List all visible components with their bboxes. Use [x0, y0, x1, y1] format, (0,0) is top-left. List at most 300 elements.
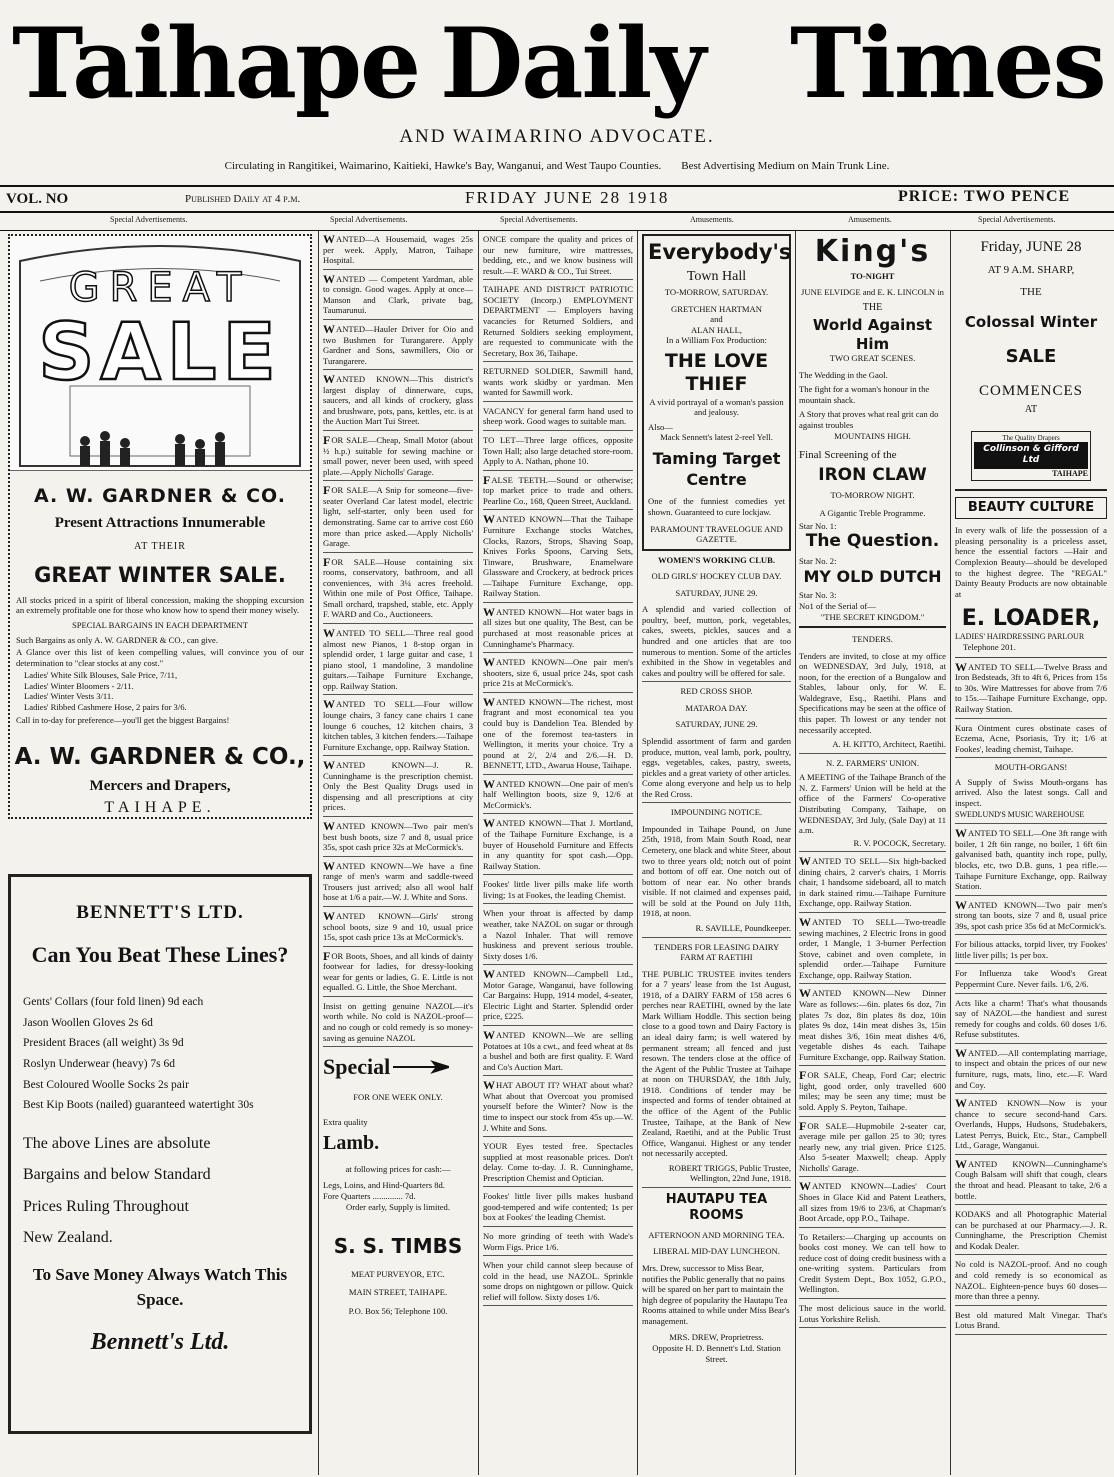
mountains-high: MOUNTAINS HIGH.	[834, 430, 911, 441]
mack-sennett: Mack Sennett's latest 2-reel Yell.	[660, 432, 773, 443]
classified-ad	[799, 856, 946, 913]
masthead-subtitle: AND WAIMARINO ADVOCATE.	[399, 126, 715, 147]
mouth-organs-advert	[955, 762, 1107, 824]
absolute-line: New Zealand.	[23, 1228, 113, 1246]
ad-text: TAIHAPE AND DISTRICT PATRIOTIC SOCIETY (Incorp.) EMPLOYMENT DEPARTMENT — Employers having vacancies for Returned Soldiers, and Returned Soldiers seeking employment, are requested to communicate with the Secretary, Box 36, Taihape.	[483, 284, 633, 358]
drop-cap: W	[955, 1045, 967, 1060]
paramount: PARAMOUNT TRAVELOGUE AND GAZETTE.	[650, 523, 783, 545]
friday-june-28: Friday, JUNE 28	[980, 239, 1082, 255]
mouth-organs-text: A Supply of Swiss Mouth-organs has arrived. Also the latest songs. Call and inspect.	[955, 776, 1107, 808]
red-cross-heading: RED CROSS SHOP.	[680, 686, 753, 697]
ad-text: ONCE compare the quality and prices of our new furniture, wire mattresses, bedding, etc., and we know business will result.—F. WARD & CO., Tui Street.	[483, 234, 633, 276]
drop-cap: W	[483, 776, 495, 791]
bennetts-heading: BENNETT'S LTD.	[76, 902, 244, 923]
drop-cap: W	[323, 819, 335, 833]
swedlund: SWEDLUND'S MUSIC WAREHOUSE	[955, 810, 1085, 820]
line-item: Jason Woollen Gloves 2s 6d	[23, 1016, 153, 1029]
ad-text: OR SALE, Cheap, Ford Car; electric light, good order, only travelled 600 miles; may be seen any time; must be sold. Apply S. Peyton, Taihape.	[799, 1070, 946, 1112]
my-old-dutch: MY OLD DUTCH	[803, 566, 942, 586]
ad-text: ANTED KNOWN—One pair men's shooters, size 6, usual price 24s, spot cash price 21s at McCormick's.	[483, 657, 633, 689]
column-3	[483, 234, 633, 1474]
ad-text: ANTED KNOWN—The richest, most fragrant and most economical tea you could buy is Dandelion Tea. Blended by one of the foremost tea-tasters in Wellington, it merits your choice. Try a pound at 2/, 2/4 and 2/6.—H. D. BENNETT, LTD., Awarua House, Taihape.	[483, 696, 633, 771]
beauty-text: In every walk of life the possession of a pleasing personality is a priceless asset, hence the essential factors —Hair and Complexion Beauty—should be developed to the highest degree. The "REGAL" Dainty Beauty Products are now obtainable at	[955, 525, 1107, 599]
impounding-heading: IMPOUNDING NOTICE.	[670, 807, 763, 818]
classified-ad	[955, 897, 1107, 936]
ad-text: HAT ABOUT IT? WHAT about what? What about that Overcoat you promised yourself before the Winter? Now is the time to inspect our stock from 45s up.—W. J. White and Sons.	[483, 1080, 633, 1133]
save-money: To Save Money Always Watch This Space.	[32, 1264, 288, 1309]
tomorrow-saturday: TO-MORROW, SATURDAY.	[664, 287, 769, 298]
classified-ad	[483, 435, 633, 471]
june-elvidge: JUNE ELVIDGE and E. K. LINCOLN in	[801, 287, 944, 298]
drop-cap: W	[799, 915, 811, 929]
drop-cap: W	[955, 1156, 967, 1171]
column-6	[955, 234, 1107, 1474]
classified-ad	[483, 604, 633, 653]
absolute-line: Bargains and below Standard	[23, 1166, 211, 1184]
drew-text: Mrs. Drew, successor to Miss Bear, notifies the Public generally that no pains will be spared on her part to maintain the high degree of popularity the Hautapu Tea Rooms attained to while under Miss Bear's management.	[642, 1263, 790, 1326]
column-1	[8, 234, 312, 1474]
spacer	[8, 819, 312, 874]
drop-cap: W	[955, 1096, 967, 1111]
final-screening: Final Screening of the	[799, 449, 897, 462]
masthead-word-taihape: Taihape	[12, 7, 420, 120]
drop-cap: W	[799, 854, 811, 869]
collinson-name: Collinson & Gifford Ltd	[974, 442, 1088, 468]
town-hall: Town Hall	[686, 268, 747, 284]
drop-cap: W	[323, 626, 335, 640]
ad-text: ANTED TO SELL—One 3ft range with boiler, 1 2ft 6in range, no boiler, 1 6ft 6in galvanised bath, quantity inch rope, pully, blocks, etc, two D.B. guns, 1 pea rifle.—Taihape Furniture Exchange, opp. Railway Station.	[955, 828, 1107, 892]
published-daily: Published Daily at 4 p.m.	[185, 193, 301, 205]
drop-cap: W	[323, 372, 335, 387]
ad-text: OR Boots, Shoes, and all kinds of dainty footwear for ladies, for dressy-looking wear for gents or ladies, G. E. Little is not equalled. G. Little, the Shoe Merchant.	[323, 950, 473, 993]
ad-text: Acts like a charm! That's what thousands say of NAZOL—the handiest and surest remedy for coughs and colds. 60 doses 1/6. Refuse substitutes.	[955, 997, 1107, 1040]
ad-text: ANTED KNOWN—Two pair men's best bush boots, size 7 and 8, usual price 35s, spot cash price 32s at McCormick's.	[323, 821, 473, 853]
sale-illustration	[10, 236, 310, 471]
section-head-rule	[0, 230, 1114, 231]
dairy-farm-tender	[642, 942, 791, 1188]
drop-cap: W	[955, 897, 967, 912]
ad-text: OR SALE—House containing six rooms, conservatory, bathroom, and all conveniences, with 3¼ acres freehold. Within one mile of Post Office, Taihape. Small orchard, trapshed, stable, etc. Apply F. WARD and Co., Auctioneers.	[323, 556, 473, 620]
ad-text: ANTED KNOWN—Campbell Ltd., Motor Garage, Wanganui, have following Car Bargains: Hupp, 1914 model, 4-seater, Electric Light and Starter. Splendid order price, £225.	[483, 969, 633, 1022]
drop-cap: F	[483, 472, 491, 487]
drop-cap: W	[323, 697, 335, 712]
ad-text: No more grinding of teeth with Wade's Worm Figs. Price 1/6.	[483, 1231, 633, 1252]
splendid-text: A splendid and varied collection of poultry, beef, mutton, pork, vegetables, cakes, sweets, pickles, sauces and a hundred and one articles that are too numerous to mention. Some of the articles exhibited in the Show in vegetables and cakes and poultry will be offered for sale.	[642, 604, 791, 678]
lamb-heading: Lamb.	[323, 1132, 380, 1155]
line-item: President Braces (all weight) 3s 9d	[23, 1037, 184, 1050]
wedding-gaol: The Wedding in the Gaol.	[799, 369, 888, 380]
impounding-text: Impounded in Taihape Pound, on June 25th, 1918, from Main South Road, near Cemetery, one black and white Steer, about two to three years old; notch out of point and bottom of off ear. One notch out of bottom of near ear. No other brands visible. If not claimed and expenses paid, will be sold at the Pound on July 11th, 1918, at noon.	[642, 823, 791, 919]
ad-text: ANTED KNOWN—J. R. Cunninghame is the prescription chemist. Only the Best Quality Drugs used in dispensing and all prescriptions at city prices.	[323, 760, 473, 813]
drop-cap: W	[483, 1078, 495, 1093]
sale-items	[24, 670, 304, 712]
po-box: P.O. Box 56; Telephone 100.	[348, 1305, 448, 1316]
classified-ad	[483, 776, 633, 815]
classified-ad	[955, 1209, 1107, 1255]
vivid-text: A vivid portrayal of a woman's passion and jealousy.	[649, 396, 784, 418]
section-head: Amusements.	[848, 215, 892, 224]
kings-title: King's	[814, 234, 931, 269]
ad-text: Fookes' little liver pills makes husband good-tempered and wife contented; 1s per box at Fookes' the leading Chemist.	[483, 1191, 633, 1223]
classified-ad	[483, 366, 633, 402]
column-divider	[318, 231, 319, 1475]
nzfu-heading: N. Z. FARMERS' UNION.	[825, 757, 920, 768]
ad-text: ANTED KNOWN—Hot water bags in all sizes but one quality, The Best, can be purchased at most reasonable prices at Cunninghame's Pharmacy.	[483, 606, 633, 649]
colossal-winter: Colossal Winter	[964, 313, 1098, 332]
absolute-bargains	[23, 1128, 297, 1253]
classified-ad	[955, 1045, 1107, 1094]
drop-cap: W	[483, 816, 495, 831]
ad-text: ANTED KNOWN—We are selling Potatoes at 10s a cwt., and feed wheat at 8s a bushel and both are first quality. F. Ward and Co's Auction Mart.	[483, 1030, 633, 1072]
ad-text: ANTED KNOWN—We have a fine range of men's warm and saddle-tweed Trousers just arrived; also all wool half hose at 1/6 a pair.—W. J. White and Sons.	[323, 860, 473, 903]
kings-advert	[799, 234, 946, 628]
masthead-word-daily: Daily	[440, 7, 705, 120]
two-great-scenes: TWO GREAT SCENES.	[829, 353, 916, 364]
classified-ad	[799, 917, 946, 984]
section-head: Special Advertisements.	[978, 215, 1056, 224]
tonight: TO-NIGHT	[850, 270, 895, 281]
alan-hall: ALAN HALL,	[690, 324, 743, 335]
classified-ad	[323, 948, 473, 997]
absolute-line: The above Lines are absolute	[23, 1135, 211, 1153]
sale-word: SALE	[1005, 345, 1057, 367]
drop-cap: W	[799, 986, 811, 1001]
order-early: Order early, Supply is limited.	[346, 1201, 450, 1212]
drop-cap: W	[323, 858, 335, 873]
star-3: Star No. 3:	[799, 590, 837, 601]
farmers-union-notice	[799, 758, 946, 853]
great-winter-sale: GREAT WINTER SALE.	[34, 563, 286, 588]
fore-price: Fore Quarters .............. 7d.	[323, 1191, 416, 1202]
drop-cap: W	[483, 1028, 495, 1042]
drop-cap: W	[323, 908, 335, 923]
beauty-culture-advert	[955, 497, 1107, 652]
timbs-advert	[323, 1053, 473, 1316]
drop-cap: W	[483, 967, 495, 982]
classified-ad	[323, 699, 473, 756]
opposite-bennetts: Opposite H. D. Bennett's Ltd. Station Street.	[652, 1342, 781, 1364]
ad-text: ANTED KNOWN—One pair of men's half Wellington boots, size 9, 12/6 at McCormick's.	[483, 778, 633, 810]
ad-text: ANTED KNOWN—Cunninghame's Cough Balsam will shift that cough, clears the throat and head. Pleasant to take, 2/6 a bottle.	[955, 1158, 1107, 1201]
sale-intro: All stocks priced in a spirit of liberal concession, making the shopping excursion an extremely profitable one for those who know how to spend their money wisely.	[16, 594, 304, 616]
volume-line	[0, 187, 1114, 211]
classified-ad	[799, 1303, 946, 1328]
ad-text: ANTED — Competent Yardman, able to consign. Good wages. Apply at once—Manson and Clark, private bag, Taumarunui.	[323, 273, 473, 316]
tenders-lease-heading: TENDERS FOR LEASING DAIRY FARM AT RAETIHI	[653, 941, 780, 963]
classified-ad	[323, 628, 473, 695]
ad-text: ANTED KNOWN—This district's largest display of dinnerware, cups, saucers, and all kinds of crockery, glass and brushware, pots, pans, kettles, etc. is at the Auction Mart Tui Street.	[323, 374, 473, 427]
iron-claw: IRON CLAW	[818, 464, 927, 485]
ad-text: OR SALE—Hupmobile 2-seater car, average mile per gallon 25 to 30; tyres nearly new, any trial given. Price £125. Also 5-seater Maxwell; cheap. Apply Nicholls' Garage.	[799, 1120, 946, 1173]
drew-proprietress: MRS. DREW, Proprietress.	[669, 1332, 764, 1343]
drop-cap: W	[323, 271, 335, 286]
ad-text: RETURNED SOLDIER, Sawmill hand, wants work skidby or yardman. Men wanted for Sawmill work.	[483, 366, 633, 398]
kitto: A. H. KITTO, Architect, Raetihi.	[832, 739, 946, 750]
afternoon-tea: AFTERNOON AND MORNING TEA.	[648, 1229, 785, 1240]
legs-price: Legs, Loins, and Hind-Quarters 8d.	[323, 1180, 445, 1191]
tenders-heading: TENDERS.	[852, 634, 893, 645]
section-head: Special Advertisements.	[500, 215, 578, 224]
classified-ad	[483, 514, 633, 603]
arrow-icon	[393, 1060, 449, 1074]
cash-prices: at following prices for cash:—	[345, 1163, 451, 1174]
ad-text: When your throat is affected by damp weather, take NAZOL on sugar or through a Nazol Inhaler. That will remove huskiness and prevent serious trouble. Sixty doses 1/6.	[483, 908, 633, 961]
glance-line: A Glance over this list of keen compelling values, will convince you of our determination to "clear stocks at any cost."	[16, 647, 304, 668]
at-word: AT	[1024, 404, 1038, 416]
drop-cap: F	[323, 948, 331, 963]
ad-text: ANTED TO SELL—Twelve Brass and Iron Bedsteads, 3ft to 4ft 6, Prices from 15s to 30s. Wire Mattresses for above from 7/6 to 15s.—Taihape Furniture Exchange, opp. Railway Station.	[955, 661, 1107, 714]
classified-ad	[483, 472, 633, 511]
ad-text: ANTED—Hauler Driver for Oio and two Bushmen for Turangarere. Apply Gardner and Sons, sawmillers, Oio or Turangarere.	[323, 323, 473, 366]
ad-text: YOUR Eyes tested free. Spectacles supplied at most reasonable prices. Don't delay. Come to-day. J. R. Cunninghame, Prescription Chemist and Optician.	[483, 1141, 633, 1183]
classified-ad	[323, 271, 473, 320]
section-heads	[0, 213, 1114, 231]
classified-ad	[955, 1098, 1107, 1155]
classified-ad	[483, 1260, 633, 1306]
impounding-notice	[642, 807, 791, 937]
mercers-drapers: Mercers and Drapers,	[89, 778, 231, 795]
drop-cap: W	[483, 604, 495, 619]
issue-price: PRICE: TWO PENCE	[898, 188, 1071, 205]
drop-cap: W	[483, 512, 495, 527]
ad-text: ANTED KNOWN—That the Taihape Furniture Exchange stocks Watches, Clocks, Razors, Strops, Shaving Soap, Knives Forks Spoons, Carving Sets, Tinware, Brushware, Enamelware Glassware and Crockery, at bedrock prices—Taihape Furniture Exchange, opp. Railway Station.	[483, 514, 633, 599]
drop-cap: W	[955, 826, 967, 841]
drop-cap: W	[955, 659, 967, 674]
real-grit: A Story that proves what real grit can do against troubles	[799, 409, 939, 430]
ad-text: VACANCY for general farm hand used to sheep work. Good wages to suitable man.	[483, 405, 633, 427]
special-bargains: SPECIAL BARGAINS IN EACH DEPARTMENT	[72, 620, 248, 631]
sale-item: Ladies' Ribbed Cashmere Hose, 2 pairs for 3/6.	[24, 701, 187, 712]
timbs-name: S. S. TIMBS	[333, 1234, 463, 1259]
fox-production: In a William Fox Production:	[666, 335, 767, 346]
telephone-201: Telephone 201.	[963, 642, 1016, 653]
liberal-luncheon: LIBERAL MID-DAY LUNCHEON.	[653, 1246, 780, 1257]
gardner-taihape: TAIHAPE.	[104, 798, 216, 816]
mataroa: MATAROA DAY.	[685, 702, 748, 713]
drop-cap: W	[323, 234, 335, 246]
classified-ad	[955, 968, 1107, 993]
ad-text: To Retailers:—Charging up accounts on books cost money. We can tell how to reduce cost of doing credit business with a one-writing system. Particulars from Credit System Dept., Box 1052, G.P.O., Wellington.	[799, 1231, 946, 1295]
classified-ad	[323, 374, 473, 431]
classified-ad	[483, 234, 633, 280]
column-divider	[795, 231, 796, 1475]
medium-text: Best Advertising Medium on Main Trunk Line.	[681, 160, 890, 172]
wwc-heading: WOMEN'S WORKING CLUB.	[657, 554, 776, 565]
tenders-text: Tenders are invited, to close at my office on WEDNESDAY, 3rd July, 1918, at noon, for the erection of a Bungalow and Stables, labour only, for W. E. Waldegrave, Esq., Raetihi. Plans and Specifications may be seen at the office of this paper. Th lowest or any tender not necessarily accepted.	[799, 650, 946, 735]
ad-text: Kura Ointment cures obstinate cases of Eczema, Acne, Psoriasis, Try it; 1/6 at Fookes', leading chemist, Taihape.	[955, 722, 1107, 754]
at-9am: AT 9 A.M. SHARP,	[987, 264, 1075, 277]
classified-ad	[799, 988, 946, 1066]
classified-ad	[323, 485, 473, 552]
ad-text: ANTED KNOWN—Girls' strong school boots, size 9 and 10, usual price 15s, spot cash price 13s at McCormick's.	[323, 910, 473, 943]
can-you-beat: Can You Beat These Lines?	[31, 942, 289, 968]
tomorrow-night: TO-MORROW NIGHT.	[830, 489, 915, 500]
secret-kingdom: "THE SECRET KINGDOM."	[820, 611, 925, 622]
ad-text: ANTED TO SELL—Four willow lounge chairs, 3 fancy cane chairs 1 cane lounge 6 couches, 12 kitchen chairs, 3 kitchen tables, 3 kitchen fenders.—Taihape Furniture Exchange, opp. Railway Station.	[323, 699, 473, 752]
classified-ad	[483, 1030, 633, 1076]
ad-text: ANTED KNOWN—Two pair men's strong tan boots, size 7 and 8, usual price 39s, spot cash price 35s 6d at McCormick's.	[955, 899, 1107, 931]
ad-text: ANTED.—All contemplating marriage, to inspect and obtain the prices of our new furniture, rugs, mats, lino, etc.—F. Ward and Coy.	[955, 1047, 1107, 1090]
ad-text: No cold is NAZOL-proof. And no cough and cold remedy is so economical as NAZOL. Eighteen-pence buys 60 doses—more than three a penny.	[955, 1259, 1107, 1302]
everybodys-advert	[642, 234, 791, 551]
ad-text: OR SALE—Cheap, Small Motor (about ½ h.p.) suitable for sewing machine or small power, never been used, with speed plate.—Apply Nicholls' Garage.	[323, 435, 473, 477]
classified-ad	[323, 760, 473, 817]
ad-text: Insist on getting genuine NAZOL—it's worth while. No cold is NAZOL-proof—and no cough or cold remedy is so money-saving as genuine NAZOL	[323, 1000, 473, 1043]
nzfu-text: A MEETING of the Taihape Branch of the N. Z. Farmers' Union will be held at the office of the Farmers' Co-operative Distributing Company, Taihape, on WEDNESDAY, 3rd July, (Sale Day) at 11 a.m.	[799, 772, 946, 836]
classified-ad	[323, 908, 473, 947]
line-item: Best Coloured Woolle Socks 2s pair	[23, 1078, 189, 1091]
classified-ad	[323, 858, 473, 907]
collinson-logo	[971, 431, 1091, 482]
classified-ad	[483, 284, 633, 362]
ad-text: Fookes' little liver pills make life worth living; 1s at Fookes, the leading Chemist.	[483, 879, 633, 900]
classified-ad	[483, 969, 633, 1026]
masthead-circulation	[0, 160, 1114, 172]
ad-text: When your child cannot sleep because of cold in the head, use NAZOL. Sprinkle some drops on nightgown or pillow. Quick relief will follow. Sixty doses 1/6.	[483, 1260, 633, 1302]
the-text: THE	[862, 302, 883, 314]
bennetts-signature: Bennett's Ltd.	[90, 1329, 230, 1356]
pocock: R. V. POCOCK, Secretary.	[853, 837, 946, 848]
sale-item: Ladies' White Silk Blouses, Sale Price, 7/11,	[24, 670, 178, 681]
classified-ad	[323, 435, 473, 481]
ad-text: ANTED—A Housemaid, wages 25s per week. Apply, Matron, Taihape Hospital.	[323, 234, 473, 266]
classified-ad	[799, 1070, 946, 1116]
old-girls: OLD GIRLS' HOCKEY CLUB DAY.	[651, 571, 782, 582]
main-street: MAIN STREET, TAIHAPE.	[348, 1287, 448, 1298]
classified-ad	[955, 998, 1107, 1044]
classified-list	[323, 234, 473, 1047]
ad-text: KODAKS and all Photographic Material can be purchased at our Pharmacy.—J. R. Cunninghame, the Prescription Chemist and Kodak Dealer.	[955, 1209, 1107, 1251]
classified-ad	[323, 554, 473, 624]
bargains-line: Such Bargains as only A. W. GARDNER & CO., can give.	[16, 634, 219, 645]
mouth-organs-heading: MOUTH-ORGANS!	[994, 762, 1068, 773]
gardner-heading: A. W. GARDNER & CO.	[33, 485, 287, 507]
ad-text: TO LET—Three large offices, opposite Town Hall; also large detached store-room. Apply to A. Nathan, phone 10.	[483, 435, 633, 467]
hautapu-tea-rooms	[642, 1192, 791, 1364]
classified-ad	[483, 1080, 633, 1137]
sale-item: Ladies' Winter Bloomers - 2/11.	[24, 680, 134, 691]
volume-number: VOL. NO	[6, 191, 69, 207]
splendid-text-2: Splendid assortment of farm and garden produce, mutton, veal lamb, pork, poultry, eggs, vegetables, cakes, pastry, sweets, pickles and a great variety of other articles. Come along everyone and help us to help the Red Cross.	[642, 735, 791, 799]
section-head: Amusements.	[690, 215, 734, 224]
drop-cap: W	[483, 694, 495, 709]
classified-ad	[799, 1181, 946, 1227]
classified-ad	[483, 1231, 633, 1256]
classified-ad	[483, 694, 633, 775]
gardner-sale-advert	[8, 234, 312, 819]
gardner-footer: A. W. GARDNER & CO.,	[14, 744, 306, 771]
everybodys-title: Everybody's	[648, 240, 791, 264]
column-divider	[478, 231, 479, 1475]
classified-ad	[483, 1191, 633, 1227]
column-2	[323, 234, 473, 1474]
saturday-29: SATURDAY, JUNE 29.	[675, 587, 758, 598]
divider	[955, 657, 1107, 658]
red-cross-notice	[642, 686, 791, 803]
at-their: AT THEIR	[134, 540, 186, 552]
sale-item: Ladies' Winter Vests 3/11.	[24, 691, 114, 702]
classified-ad	[483, 657, 633, 693]
column-divider	[950, 231, 951, 1475]
ad-text: For bilious attacks, torpid liver, try Fookes' little liver pills; 1s per box.	[955, 939, 1107, 960]
call-today: Call in to-day for preference—you'll get the biggest Bargains!	[16, 714, 230, 725]
classified-ad	[483, 908, 633, 965]
classified-ad	[483, 1141, 633, 1187]
and-text: and	[710, 314, 723, 325]
masthead	[0, 0, 1114, 195]
section-head: Special Advertisements.	[330, 215, 408, 224]
one-week-only: FOR ONE WEEK ONLY.	[353, 1092, 443, 1103]
issue-date: FRIDAY JUNE 28 1918	[465, 188, 670, 207]
ad-text: ANTED TO SELL—Three real good almost new Pianos, 1 8-stop organ in splendid order, 1 large guitar and case, 1 piano stool, 1 mandoline, 3 mandoline guitars.—Taihape Furniture Exchange, opp. Railway Station.	[323, 628, 473, 691]
the-question: The Question.	[805, 531, 940, 552]
ad-text: ANTED KNOWN—Now is your chance to secure second-hand Cars. Overlands, Hupps, Hudsons, Studebakers, Latest Perrys, Buick, Etc., Star., Campbell Ltd., Garage, Wanganui.	[955, 1098, 1107, 1151]
absolute-line: Prices Ruling Throughout	[23, 1197, 189, 1215]
ad-text: OR SALE—A Snip for someone—five-seater Overland Car latest model, electric light, self-starter, only been used for demonstrating. Same car to arrive cost £60 more than price asked.—Apply Nicholls' Garage.	[323, 485, 473, 549]
ad-text: Best old matured Malt Vinegar. That's Lotus Brand.	[955, 1309, 1107, 1331]
drop-cap: W	[323, 321, 335, 336]
line-item: Gents' Collars (four fold linen) 9d each	[23, 996, 204, 1009]
special-text: Special	[323, 1054, 391, 1080]
circulation-text: Circulating in Rangitikei, Waimarino, Kaitieki, Hawke's Bay, Wanganui, and West Taupo Counties.	[224, 160, 662, 172]
classified-ad	[955, 1310, 1107, 1335]
section-head: Special Advertisements.	[110, 215, 188, 224]
gretchen: GRETCHEN HARTMAN	[671, 303, 762, 314]
ad-text: ALSE TEETH.—Sound or otherwise; top market price to trade and others. Pearline Co., 168, Queen Street, Auckland.	[483, 474, 633, 506]
hairdressing-parlour: LADIES' HAIRDRESSING PARLOUR	[955, 632, 1085, 642]
masthead-word-times: Times	[790, 7, 1105, 120]
gigantic-programme: A Gigantic Treble Programme.	[819, 508, 926, 519]
classified-ad	[483, 406, 633, 431]
classified-ad	[323, 234, 473, 270]
logo-taihape: TAIHAPE	[1052, 468, 1088, 478]
ad-text: ANTED KNOWN—New Dinner Ware as follows:—6in. plates 6s doz, 7in plates 7s doz, 8in plates 8s doz, 10in plates 9s doz, 14in meat dishes 3s, 15in meat dishes 3/6, 16in meat dishes 4/6, vegetable dishes 4s each. Taihape Furniture Exchange, opp. Railway Station.	[799, 988, 946, 1062]
the-word: THE	[1020, 285, 1042, 298]
ad-text: ANTED KNOWN—Ladies' Court Shoes in Glace Kid and Patent Leathers, all sizes from 19/6 to 23/6, at Chapman's Boot Arcade, opp P.O., Taihape.	[799, 1181, 946, 1224]
triggs: ROBERT TRIGGS, Public Trustee, Wellington, 22nd June, 1918.	[668, 1162, 791, 1184]
saville: R. SAVILLE, Poundkeeper.	[695, 922, 791, 933]
ad-text: ANTED TO SELL—Two-treadle sewing machines, 2 Electric Irons in good order, 1 Mangle, 1 3-burner Perfection Stove, cabinet and oven complete, in splendid order.—Taihape Furniture Exchange, opp. Railway Station.	[799, 917, 946, 980]
tenders-notice	[799, 634, 946, 754]
collinson-sale-advert	[955, 238, 1107, 491]
extra-quality: Extra quality	[323, 1116, 368, 1127]
fight-honour: The fight for a woman's honour in the mountain shack.	[799, 384, 930, 405]
trustee-text: THE PUBLIC TRUSTEE invites tenders for a 7 years' lease from the 1st August, 1918, of a DAIRY FARM of 158 acres 6 perches near RAETIHI, owned by the late Mark William Hoddle. This section being close to a good town and Dairy Factory is an ideal dairy farm; is well watered by permanent stream; all fenced and just resown. The tenders close at the office of the Agent of the Public Trustee at Taihape at noon on THURSDAY, the 18th July, 1918. Conditions of tender may be inspected and forms of tender obtained at the office of the Agent of the Public Trustee, Taihape, at the Bank of New Zealand, Raetihi, and at the Public Trust Office, Wanganui. Highest or any tender not necessarily accepted.	[642, 968, 791, 1159]
classified-ad	[955, 659, 1107, 719]
drop-cap: W	[799, 1179, 811, 1194]
classified-ad	[955, 723, 1107, 759]
star-1: Star No. 1:	[799, 520, 837, 531]
saturday-29b: SATURDAY, JUNE 29.	[675, 719, 758, 730]
classified-ad	[483, 818, 633, 875]
drop-cap: F	[799, 1118, 807, 1133]
classified-ad	[955, 1156, 1107, 1205]
classified-ad	[955, 1259, 1107, 1305]
loader-name: E. LOADER,	[961, 606, 1101, 632]
classified-ad	[799, 1232, 946, 1299]
beauty-culture-heading: BEAUTY CULTURE	[955, 497, 1107, 519]
drop-cap: F	[323, 554, 331, 569]
womens-club-notice	[642, 555, 791, 683]
quality-drapers: The Quality Drapers	[1002, 433, 1060, 442]
ad-text: The most delicious sauce in the world. Lotus Yorkshire Relish.	[799, 1303, 946, 1324]
line-item: Roslyn Underwear (heavy) 7s 6d	[23, 1058, 176, 1071]
classified-ad	[323, 1001, 473, 1047]
sale-sale-text: SALE	[38, 308, 282, 398]
also-text: Also—	[648, 421, 673, 432]
meat-purveyor: MEAT PURVEYOR, ETC.	[351, 1268, 445, 1279]
classified-ad	[483, 879, 633, 904]
